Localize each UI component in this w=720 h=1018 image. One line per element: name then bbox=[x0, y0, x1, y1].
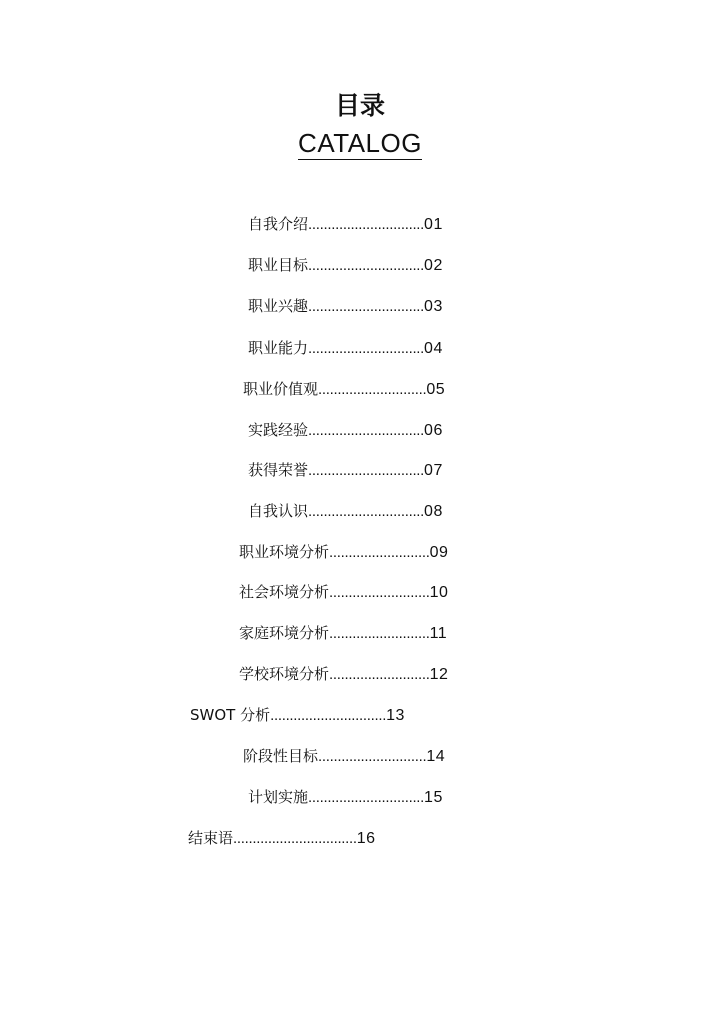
toc-label: 阶段性目标 bbox=[243, 747, 319, 765]
toc-entry-10[interactable] bbox=[239, 582, 448, 603]
toc-page-number: 06 bbox=[424, 422, 443, 439]
toc-label: SWOT 分析 bbox=[190, 706, 271, 724]
toc-leader: .............................. bbox=[308, 216, 425, 233]
toc-entry-12[interactable] bbox=[239, 664, 448, 685]
toc-leader: .............................. bbox=[308, 422, 425, 439]
page-title: 目录 bbox=[334, 91, 385, 120]
toc-entry-16[interactable] bbox=[188, 828, 376, 849]
toc-page-number: 11 bbox=[429, 625, 448, 642]
toc-leader: .............................. bbox=[308, 789, 425, 806]
toc-page-number: 16 bbox=[356, 830, 376, 847]
toc-label: 计划实施 bbox=[248, 788, 309, 806]
toc-page-number: 12 bbox=[429, 666, 449, 683]
toc-leader: ............................ bbox=[318, 381, 427, 398]
toc-page-number: 07 bbox=[424, 462, 443, 479]
toc-entry-13[interactable] bbox=[190, 705, 405, 726]
toc-page-number: 04 bbox=[424, 340, 443, 357]
toc-leader: ................................ bbox=[233, 830, 357, 847]
toc-label: 实践经验 bbox=[248, 421, 309, 439]
toc-page-number: 08 bbox=[424, 503, 443, 520]
toc-entry-3[interactable] bbox=[248, 296, 443, 317]
page-subtitle bbox=[0, 126, 720, 160]
toc-page-number: 01 bbox=[424, 216, 443, 233]
toc-entry-2[interactable] bbox=[248, 255, 443, 276]
toc-entry-9[interactable] bbox=[239, 542, 448, 563]
toc-leader: ............................ bbox=[318, 748, 427, 765]
toc-leader: .............................. bbox=[270, 707, 387, 724]
toc-leader: .......................... bbox=[329, 625, 430, 642]
toc-label: 家庭环境分析 bbox=[239, 624, 330, 642]
toc-page-number: 15 bbox=[424, 789, 443, 806]
toc-leader: .............................. bbox=[308, 257, 425, 274]
toc-label: 获得荣誉 bbox=[248, 461, 309, 479]
toc-entry-7[interactable] bbox=[248, 460, 443, 481]
toc-label: 自我认识 bbox=[248, 502, 309, 520]
toc-label: 职业能力 bbox=[248, 339, 309, 357]
toc-entry-4[interactable] bbox=[248, 338, 443, 359]
toc-leader: .......................... bbox=[329, 666, 430, 683]
toc-label: 职业环境分析 bbox=[239, 543, 330, 561]
toc-label: 自我介绍 bbox=[248, 215, 309, 233]
toc-entry-8[interactable] bbox=[248, 501, 443, 522]
toc-leader: .......................... bbox=[329, 584, 430, 601]
toc-page-number: 02 bbox=[424, 257, 443, 274]
toc-label: 结束语 bbox=[188, 829, 234, 847]
toc-label: 学校环境分析 bbox=[239, 665, 330, 683]
toc-label: 职业目标 bbox=[248, 256, 309, 274]
toc-entry-5[interactable] bbox=[243, 379, 445, 400]
toc-leader: .......................... bbox=[329, 544, 430, 561]
toc-leader: .............................. bbox=[308, 503, 425, 520]
toc-page-number: 10 bbox=[429, 584, 449, 601]
toc-entry-6[interactable] bbox=[248, 420, 443, 441]
toc-label: 职业价值观 bbox=[243, 380, 319, 398]
toc-page-number: 03 bbox=[424, 298, 443, 315]
subtitle-text: CATALOG bbox=[298, 128, 422, 158]
toc-entry-11[interactable] bbox=[239, 623, 447, 644]
toc-entry-14[interactable] bbox=[243, 746, 445, 767]
toc-leader: .............................. bbox=[308, 340, 425, 357]
toc-entry-1[interactable] bbox=[248, 214, 443, 235]
toc-leader: .............................. bbox=[308, 462, 425, 479]
toc-page-number: 09 bbox=[429, 544, 449, 561]
toc-page-number: 13 bbox=[386, 707, 405, 724]
toc-leader: .............................. bbox=[308, 298, 425, 315]
toc-page-number: 14 bbox=[426, 748, 446, 765]
toc-label: 职业兴趣 bbox=[248, 297, 309, 315]
toc-label: 社会环境分析 bbox=[239, 583, 330, 601]
toc-page-number: 05 bbox=[426, 381, 446, 398]
toc-entry-15[interactable] bbox=[248, 787, 443, 808]
